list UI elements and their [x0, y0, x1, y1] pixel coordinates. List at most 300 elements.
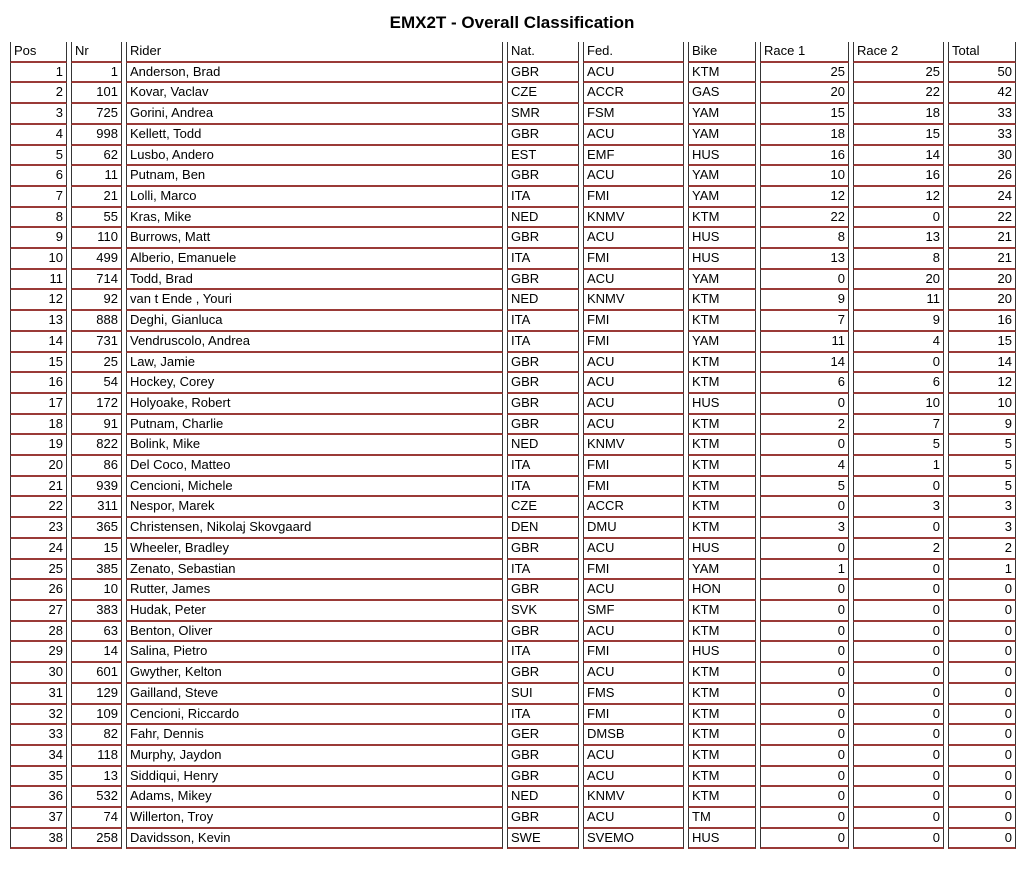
- cell-race2: 0: [853, 208, 944, 229]
- cell-rider: Lusbo, Andero: [126, 146, 503, 167]
- cell-race2: 0: [853, 622, 944, 643]
- cell-fed: FMI: [583, 477, 684, 498]
- cell-bike: KTM: [688, 415, 756, 436]
- cell-fed: KNMV: [583, 787, 684, 808]
- table-row: [10, 332, 1016, 353]
- table-row: [10, 497, 1016, 518]
- cell-total: 20: [948, 290, 1016, 311]
- cell-bike: GAS: [688, 83, 756, 104]
- column-header-nr: Nr: [71, 42, 122, 63]
- cell-fed: FMI: [583, 456, 684, 477]
- cell-nr: 82: [71, 725, 122, 746]
- cell-nat: GBR: [507, 622, 579, 643]
- cell-rider: Siddiqui, Henry: [126, 767, 503, 788]
- cell-nat: GBR: [507, 373, 579, 394]
- cell-pos: 36: [10, 787, 67, 808]
- cell-nr: 92: [71, 290, 122, 311]
- cell-race2: 0: [853, 684, 944, 705]
- table-row: [10, 125, 1016, 146]
- cell-bike: KTM: [688, 497, 756, 518]
- table-row: [10, 166, 1016, 187]
- cell-race2: 12: [853, 187, 944, 208]
- cell-rider: Gorini, Andrea: [126, 104, 503, 125]
- table-row: [10, 580, 1016, 601]
- cell-nr: 62: [71, 146, 122, 167]
- column-header-nat: Nat.: [507, 42, 579, 63]
- cell-fed: ACU: [583, 353, 684, 374]
- cell-fed: SMF: [583, 601, 684, 622]
- cell-total: 0: [948, 622, 1016, 643]
- cell-total: 22: [948, 208, 1016, 229]
- cell-race2: 13: [853, 228, 944, 249]
- cell-bike: KTM: [688, 63, 756, 84]
- cell-nat: ITA: [507, 560, 579, 581]
- cell-race1: 0: [760, 787, 849, 808]
- table-row: [10, 767, 1016, 788]
- cell-race1: 20: [760, 83, 849, 104]
- cell-race2: 10: [853, 394, 944, 415]
- table-row: [10, 290, 1016, 311]
- cell-race1: 7: [760, 311, 849, 332]
- table-row: [10, 270, 1016, 291]
- cell-total: 33: [948, 104, 1016, 125]
- cell-rider: Gwyther, Kelton: [126, 663, 503, 684]
- cell-race1: 25: [760, 63, 849, 84]
- table-row: [10, 518, 1016, 539]
- cell-nr: 601: [71, 663, 122, 684]
- cell-fed: ACU: [583, 580, 684, 601]
- cell-total: 9: [948, 415, 1016, 436]
- cell-nat: GBR: [507, 808, 579, 829]
- cell-race2: 25: [853, 63, 944, 84]
- cell-nr: 939: [71, 477, 122, 498]
- cell-race2: 2: [853, 539, 944, 560]
- cell-fed: ACU: [583, 539, 684, 560]
- cell-race2: 22: [853, 83, 944, 104]
- cell-pos: 7: [10, 187, 67, 208]
- cell-fed: KNMV: [583, 290, 684, 311]
- cell-nr: 13: [71, 767, 122, 788]
- cell-total: 16: [948, 311, 1016, 332]
- cell-pos: 5: [10, 146, 67, 167]
- cell-race2: 7: [853, 415, 944, 436]
- cell-total: 42: [948, 83, 1016, 104]
- cell-race1: 6: [760, 373, 849, 394]
- cell-nat: DEN: [507, 518, 579, 539]
- cell-nat: NED: [507, 208, 579, 229]
- cell-nat: SMR: [507, 104, 579, 125]
- cell-race2: 3: [853, 497, 944, 518]
- cell-nat: SVK: [507, 601, 579, 622]
- cell-rider: Wheeler, Bradley: [126, 539, 503, 560]
- cell-race1: 0: [760, 808, 849, 829]
- cell-total: 21: [948, 249, 1016, 270]
- cell-bike: HUS: [688, 228, 756, 249]
- cell-nr: 11: [71, 166, 122, 187]
- cell-rider: Hockey, Corey: [126, 373, 503, 394]
- column-header-bike: Bike: [688, 42, 756, 63]
- cell-race2: 0: [853, 705, 944, 726]
- table-row: [10, 394, 1016, 415]
- column-header-race2: Race 2: [853, 42, 944, 63]
- cell-race2: 1: [853, 456, 944, 477]
- cell-total: 33: [948, 125, 1016, 146]
- cell-race1: 22: [760, 208, 849, 229]
- cell-race2: 11: [853, 290, 944, 311]
- cell-nr: 311: [71, 497, 122, 518]
- cell-rider: Hudak, Peter: [126, 601, 503, 622]
- cell-rider: Anderson, Brad: [126, 63, 503, 84]
- cell-total: 14: [948, 353, 1016, 374]
- cell-nat: ITA: [507, 477, 579, 498]
- cell-rider: Gailland, Steve: [126, 684, 503, 705]
- cell-pos: 10: [10, 249, 67, 270]
- cell-total: 5: [948, 477, 1016, 498]
- cell-pos: 37: [10, 808, 67, 829]
- cell-rider: Cencioni, Michele: [126, 477, 503, 498]
- cell-rider: Deghi, Gianluca: [126, 311, 503, 332]
- cell-fed: ACU: [583, 125, 684, 146]
- cell-pos: 13: [10, 311, 67, 332]
- cell-fed: ACU: [583, 63, 684, 84]
- cell-rider: Putnam, Ben: [126, 166, 503, 187]
- table-row: [10, 829, 1016, 850]
- cell-race1: 0: [760, 642, 849, 663]
- cell-nat: NED: [507, 435, 579, 456]
- cell-nat: ITA: [507, 187, 579, 208]
- cell-total: 30: [948, 146, 1016, 167]
- cell-bike: KTM: [688, 373, 756, 394]
- cell-bike: TM: [688, 808, 756, 829]
- cell-pos: 33: [10, 725, 67, 746]
- cell-nr: 15: [71, 539, 122, 560]
- table-row: [10, 725, 1016, 746]
- cell-total: 5: [948, 456, 1016, 477]
- cell-fed: ACU: [583, 622, 684, 643]
- cell-nat: GBR: [507, 767, 579, 788]
- cell-rider: Law, Jamie: [126, 353, 503, 374]
- cell-rider: Lolli, Marco: [126, 187, 503, 208]
- table-row: [10, 705, 1016, 726]
- cell-race1: 16: [760, 146, 849, 167]
- table-row: [10, 415, 1016, 436]
- cell-total: 2: [948, 539, 1016, 560]
- cell-nr: 888: [71, 311, 122, 332]
- cell-nr: 383: [71, 601, 122, 622]
- cell-nr: 725: [71, 104, 122, 125]
- cell-nat: GBR: [507, 63, 579, 84]
- cell-pos: 26: [10, 580, 67, 601]
- cell-bike: YAM: [688, 332, 756, 353]
- cell-nat: SWE: [507, 829, 579, 850]
- table-row: [10, 456, 1016, 477]
- cell-pos: 35: [10, 767, 67, 788]
- table-row: [10, 560, 1016, 581]
- cell-nr: 731: [71, 332, 122, 353]
- cell-nr: 86: [71, 456, 122, 477]
- cell-race2: 0: [853, 518, 944, 539]
- cell-pos: 25: [10, 560, 67, 581]
- cell-fed: FSM: [583, 104, 684, 125]
- cell-bike: YAM: [688, 270, 756, 291]
- table-row: [10, 642, 1016, 663]
- cell-bike: KTM: [688, 311, 756, 332]
- cell-pos: 4: [10, 125, 67, 146]
- table-header-row: [10, 42, 1016, 63]
- cell-rider: Kovar, Vaclav: [126, 83, 503, 104]
- cell-race2: 0: [853, 601, 944, 622]
- cell-fed: ACU: [583, 228, 684, 249]
- cell-nat: GBR: [507, 663, 579, 684]
- cell-total: 0: [948, 642, 1016, 663]
- cell-total: 15: [948, 332, 1016, 353]
- cell-pos: 28: [10, 622, 67, 643]
- cell-race1: 0: [760, 622, 849, 643]
- cell-bike: KTM: [688, 518, 756, 539]
- cell-bike: HUS: [688, 394, 756, 415]
- cell-rider: Holyoake, Robert: [126, 394, 503, 415]
- cell-nat: ITA: [507, 642, 579, 663]
- cell-rider: Bolink, Mike: [126, 435, 503, 456]
- table-row: [10, 787, 1016, 808]
- cell-race2: 14: [853, 146, 944, 167]
- cell-fed: ACU: [583, 746, 684, 767]
- cell-rider: Kras, Mike: [126, 208, 503, 229]
- table-row: [10, 746, 1016, 767]
- cell-race1: 13: [760, 249, 849, 270]
- cell-pos: 2: [10, 83, 67, 104]
- cell-total: 0: [948, 829, 1016, 850]
- cell-nat: GBR: [507, 270, 579, 291]
- cell-fed: ACU: [583, 270, 684, 291]
- cell-race2: 0: [853, 746, 944, 767]
- cell-bike: HUS: [688, 146, 756, 167]
- cell-race1: 0: [760, 684, 849, 705]
- table-row: [10, 228, 1016, 249]
- cell-race1: 1: [760, 560, 849, 581]
- cell-nat: GBR: [507, 125, 579, 146]
- cell-fed: ACU: [583, 166, 684, 187]
- cell-bike: KTM: [688, 477, 756, 498]
- cell-race1: 2: [760, 415, 849, 436]
- cell-total: 5: [948, 435, 1016, 456]
- cell-nr: 385: [71, 560, 122, 581]
- cell-bike: KTM: [688, 725, 756, 746]
- cell-bike: HUS: [688, 249, 756, 270]
- table-row: [10, 63, 1016, 84]
- cell-pos: 14: [10, 332, 67, 353]
- cell-total: 0: [948, 580, 1016, 601]
- cell-nr: 101: [71, 83, 122, 104]
- cell-bike: KTM: [688, 290, 756, 311]
- cell-nr: 714: [71, 270, 122, 291]
- cell-pos: 3: [10, 104, 67, 125]
- cell-bike: YAM: [688, 104, 756, 125]
- cell-total: 0: [948, 601, 1016, 622]
- cell-pos: 17: [10, 394, 67, 415]
- cell-bike: KTM: [688, 601, 756, 622]
- cell-race2: 18: [853, 104, 944, 125]
- cell-pos: 32: [10, 705, 67, 726]
- cell-nat: SUI: [507, 684, 579, 705]
- cell-race2: 20: [853, 270, 944, 291]
- table-row: [10, 311, 1016, 332]
- cell-nr: 55: [71, 208, 122, 229]
- cell-nr: 54: [71, 373, 122, 394]
- cell-rider: Fahr, Dennis: [126, 725, 503, 746]
- cell-nr: 21: [71, 187, 122, 208]
- cell-nat: GBR: [507, 228, 579, 249]
- cell-nat: GBR: [507, 539, 579, 560]
- cell-nat: GBR: [507, 746, 579, 767]
- cell-bike: KTM: [688, 435, 756, 456]
- cell-fed: ACU: [583, 373, 684, 394]
- cell-race1: 18: [760, 125, 849, 146]
- cell-fed: FMI: [583, 249, 684, 270]
- table-row: [10, 187, 1016, 208]
- cell-race1: 0: [760, 705, 849, 726]
- cell-nat: NED: [507, 787, 579, 808]
- cell-rider: Kellett, Todd: [126, 125, 503, 146]
- cell-fed: ACU: [583, 808, 684, 829]
- cell-nat: EST: [507, 146, 579, 167]
- cell-nat: ITA: [507, 456, 579, 477]
- cell-pos: 12: [10, 290, 67, 311]
- cell-race1: 0: [760, 663, 849, 684]
- cell-fed: FMI: [583, 332, 684, 353]
- table-row: [10, 808, 1016, 829]
- cell-pos: 20: [10, 456, 67, 477]
- cell-nat: GBR: [507, 394, 579, 415]
- cell-total: 26: [948, 166, 1016, 187]
- cell-nr: 110: [71, 228, 122, 249]
- cell-rider: Murphy, Jaydon: [126, 746, 503, 767]
- cell-fed: DMSB: [583, 725, 684, 746]
- cell-race1: 0: [760, 539, 849, 560]
- cell-nr: 91: [71, 415, 122, 436]
- cell-fed: FMS: [583, 684, 684, 705]
- cell-pos: 24: [10, 539, 67, 560]
- column-header-rider: Rider: [126, 42, 503, 63]
- cell-total: 0: [948, 767, 1016, 788]
- cell-nat: GBR: [507, 580, 579, 601]
- cell-total: 0: [948, 705, 1016, 726]
- cell-bike: KTM: [688, 208, 756, 229]
- cell-pos: 38: [10, 829, 67, 850]
- cell-nat: GER: [507, 725, 579, 746]
- cell-pos: 31: [10, 684, 67, 705]
- cell-bike: YAM: [688, 166, 756, 187]
- cell-rider: Vendruscolo, Andrea: [126, 332, 503, 353]
- table-row: [10, 435, 1016, 456]
- cell-pos: 23: [10, 518, 67, 539]
- cell-fed: DMU: [583, 518, 684, 539]
- cell-race1: 10: [760, 166, 849, 187]
- column-header-race1: Race 1: [760, 42, 849, 63]
- cell-fed: KNMV: [583, 208, 684, 229]
- cell-race1: 0: [760, 746, 849, 767]
- cell-race1: 3: [760, 518, 849, 539]
- cell-pos: 34: [10, 746, 67, 767]
- page-title: EMX2T - Overall Classification: [389, 13, 635, 32]
- cell-race1: 0: [760, 394, 849, 415]
- cell-total: 50: [948, 63, 1016, 84]
- cell-race2: 0: [853, 560, 944, 581]
- cell-race1: 8: [760, 228, 849, 249]
- cell-race2: 9: [853, 311, 944, 332]
- cell-rider: Cencioni, Riccardo: [126, 705, 503, 726]
- cell-nr: 1: [71, 63, 122, 84]
- cell-nat: GBR: [507, 353, 579, 374]
- cell-nr: 109: [71, 705, 122, 726]
- cell-bike: KTM: [688, 456, 756, 477]
- cell-nr: 10: [71, 580, 122, 601]
- cell-race2: 0: [853, 808, 944, 829]
- cell-pos: 9: [10, 228, 67, 249]
- cell-total: 0: [948, 725, 1016, 746]
- cell-total: 21: [948, 228, 1016, 249]
- cell-race1: 0: [760, 725, 849, 746]
- cell-fed: FMI: [583, 642, 684, 663]
- cell-total: 0: [948, 684, 1016, 705]
- cell-bike: KTM: [688, 767, 756, 788]
- cell-bike: YAM: [688, 187, 756, 208]
- cell-rider: Christensen, Nikolaj Skovgaard: [126, 518, 503, 539]
- cell-rider: Salina, Pietro: [126, 642, 503, 663]
- cell-race2: 0: [853, 663, 944, 684]
- cell-bike: YAM: [688, 560, 756, 581]
- cell-nat: ITA: [507, 311, 579, 332]
- cell-pos: 21: [10, 477, 67, 498]
- cell-fed: SVEMO: [583, 829, 684, 850]
- cell-race1: 0: [760, 829, 849, 850]
- cell-pos: 19: [10, 435, 67, 456]
- cell-race1: 9: [760, 290, 849, 311]
- cell-fed: ACU: [583, 415, 684, 436]
- cell-rider: van t Ende , Youri: [126, 290, 503, 311]
- cell-bike: KTM: [688, 787, 756, 808]
- table-row: [10, 539, 1016, 560]
- results-table: [6, 42, 1020, 849]
- cell-bike: KTM: [688, 622, 756, 643]
- cell-pos: 8: [10, 208, 67, 229]
- cell-rider: Putnam, Charlie: [126, 415, 503, 436]
- table-row: [10, 601, 1016, 622]
- cell-nr: 74: [71, 808, 122, 829]
- cell-pos: 11: [10, 270, 67, 291]
- cell-nr: 258: [71, 829, 122, 850]
- cell-pos: 22: [10, 497, 67, 518]
- cell-race2: 6: [853, 373, 944, 394]
- cell-rider: Burrows, Matt: [126, 228, 503, 249]
- cell-rider: Adams, Mikey: [126, 787, 503, 808]
- table-row: [10, 208, 1016, 229]
- cell-race2: 8: [853, 249, 944, 270]
- cell-total: 24: [948, 187, 1016, 208]
- cell-race2: 5: [853, 435, 944, 456]
- column-header-pos: Pos: [10, 42, 67, 63]
- cell-fed: ACU: [583, 767, 684, 788]
- cell-nat: ITA: [507, 249, 579, 270]
- cell-fed: FMI: [583, 560, 684, 581]
- cell-race2: 15: [853, 125, 944, 146]
- cell-race1: 11: [760, 332, 849, 353]
- table-row: [10, 83, 1016, 104]
- cell-nat: GBR: [507, 415, 579, 436]
- cell-nat: GBR: [507, 166, 579, 187]
- cell-race1: 4: [760, 456, 849, 477]
- table-row: [10, 104, 1016, 125]
